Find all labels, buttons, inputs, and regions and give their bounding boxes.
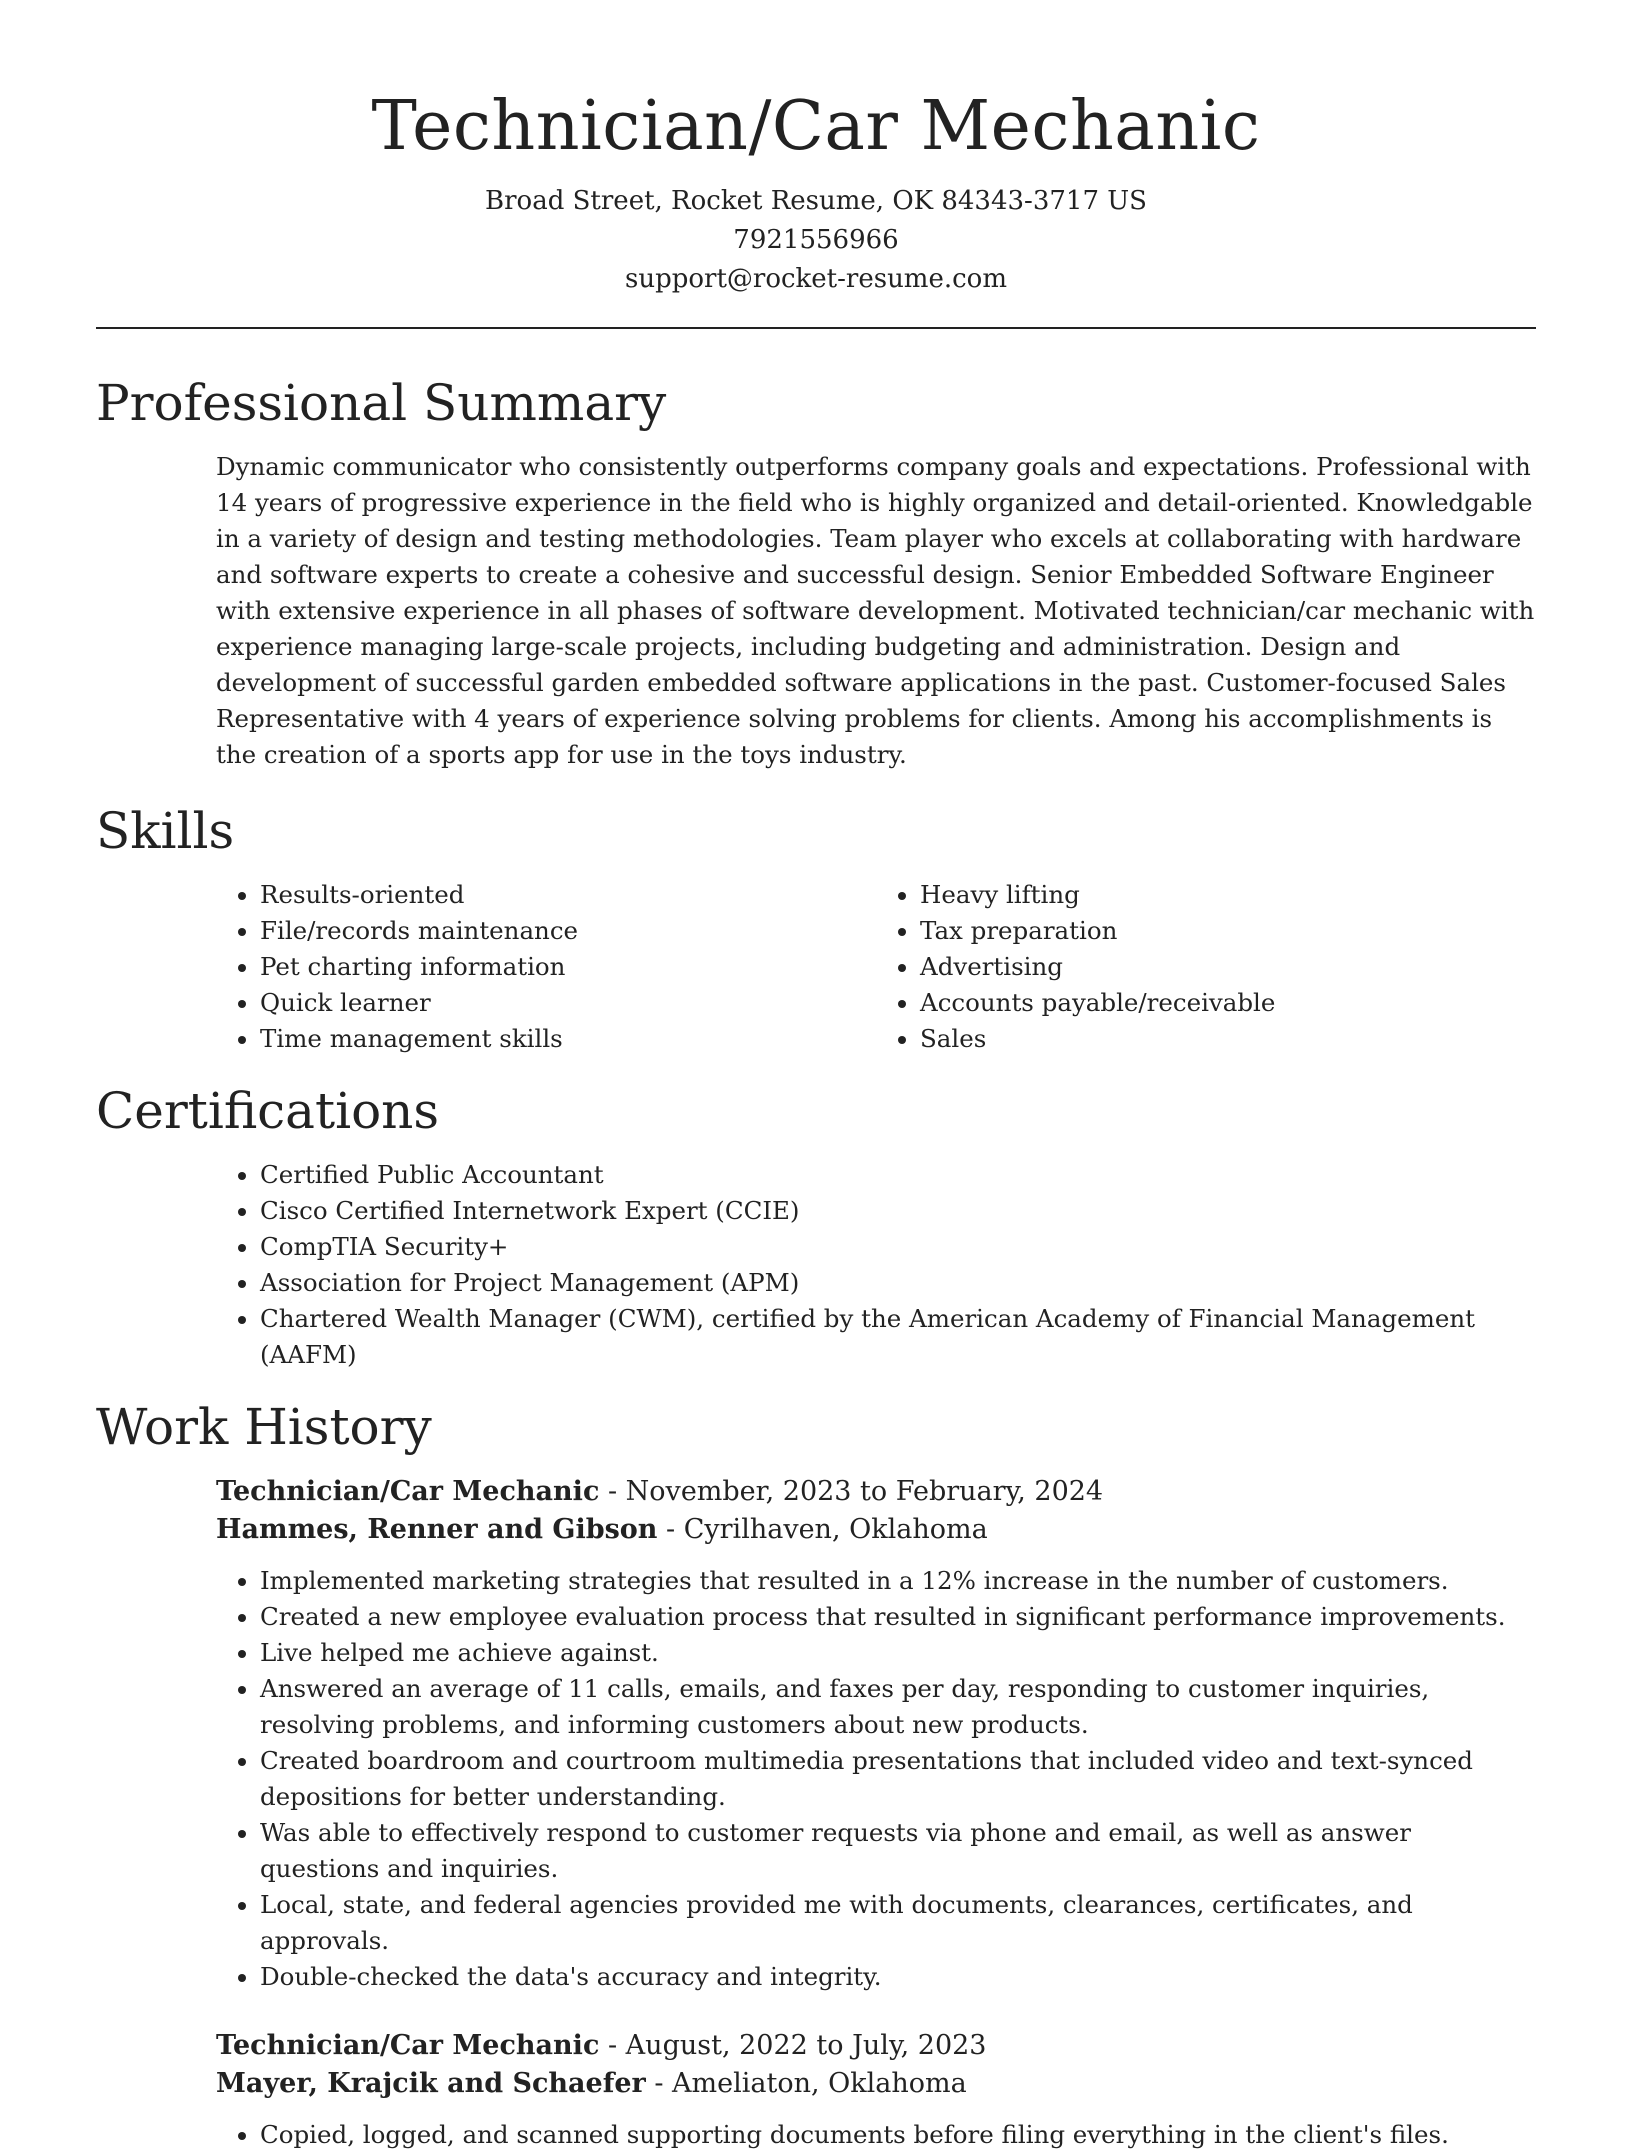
job-duty-item: • Created boardroom and courtroom multimedia presentations that included video and text-synced depositions for better understanding. bbox=[260, 1743, 1536, 1815]
skill-item: • Sales bbox=[920, 1021, 1536, 1057]
job-duties-list bbox=[216, 1563, 1536, 1995]
skills-section bbox=[96, 799, 1536, 1057]
job-company-line bbox=[216, 1511, 1536, 1549]
job-duty-item: • Created a new employee evaluation process that resulted in significant performance improvements. bbox=[260, 1599, 1536, 1635]
skill-item: • Heavy lifting bbox=[920, 877, 1536, 913]
job-title-line bbox=[216, 1473, 1536, 1511]
skills-list-left bbox=[216, 877, 876, 1057]
section-title-skills: Skills bbox=[96, 802, 235, 860]
job-company-line bbox=[216, 2065, 1536, 2103]
work-history-section bbox=[96, 1395, 1536, 2153]
skill-item: • Tax preparation bbox=[920, 913, 1536, 949]
job-entry bbox=[216, 1473, 1536, 1995]
skill-item: • Pet charting information bbox=[260, 949, 876, 985]
certifications-section bbox=[96, 1079, 1536, 1373]
job-entry bbox=[216, 2027, 1536, 2153]
certification-item: • Association for Project Management (APM) bbox=[260, 1265, 1536, 1301]
job-duty-item: • Local, state, and federal agencies provided me with documents, clearances, certificates, and approvals. bbox=[260, 1887, 1536, 1959]
certification-item: • CompTIA Security+ bbox=[260, 1229, 1536, 1265]
certifications-list bbox=[216, 1157, 1536, 1373]
job-duty-item: • Double-checked the data's accuracy and integrity. bbox=[260, 1959, 1536, 1995]
skill-item: • Advertising bbox=[920, 949, 1536, 985]
skill-item: • Results-oriented bbox=[260, 877, 876, 913]
job-duty-item: • Live helped me achieve against. bbox=[260, 1635, 1536, 1671]
section-title-certifications: Certifications bbox=[96, 1082, 440, 1140]
job-company: Hammes, Renner and Gibson bbox=[216, 1514, 658, 1545]
job-location: - Cyrilhaven, Oklahoma bbox=[657, 1514, 988, 1545]
section-title-work-history: Work History bbox=[96, 1398, 432, 1456]
summary-text: Dynamic communicator who consistently outperforms company goals and expectations. Professional with 14 years of progressive experience in the field who is highly organized and detail-oriented. Knowledgable in a variety of design and testing methodologies. Team player who excels at collaborating with hardware and software experts to create a cohesive and successful design. Senior Embedded Software Engineer with extensive experience in all phases of software development. Motivated technician/car mechanic with experience managing large-scale projects, including budgeting and administration. Design and development of successful garden embedded software applications in the past. Customer-focused Sales Representative with 4 years of experience solving problems for clients. Among his accomplishments is the creation of a sports app for use in the toys industry. bbox=[216, 452, 1535, 769]
contact-address: Broad Street, Rocket Resume, OK 84343-3717 US bbox=[485, 186, 1147, 216]
job-dates: - November, 2023 to February, 2024 bbox=[599, 1476, 1104, 1507]
job-role: Technician/Car Mechanic bbox=[216, 1476, 600, 1507]
skill-item: • Accounts payable/receivable bbox=[920, 985, 1536, 1021]
job-duty-item: • Answered an average of 11 calls, emails, and faxes per day, responding to customer inquiries, resolving problems, and informing customers about new products. bbox=[260, 1671, 1536, 1743]
job-role: Technician/Car Mechanic bbox=[216, 2030, 600, 2061]
certification-item: • Certified Public Accountant bbox=[260, 1157, 1536, 1193]
resume-name: Technician/Car Mechanic bbox=[371, 87, 1261, 166]
job-duties-list bbox=[216, 2117, 1536, 2153]
skill-item: • Quick learner bbox=[260, 985, 876, 1021]
skills-grid bbox=[216, 877, 1536, 1057]
skill-item: • File/records maintenance bbox=[260, 913, 876, 949]
job-title-line bbox=[216, 2027, 1536, 2065]
job-duty-item: • Implemented marketing strategies that resulted in a 12% increase in the number of customers. bbox=[260, 1563, 1536, 1599]
summary-section bbox=[96, 371, 1536, 773]
job-location: - Ameliaton, Oklahoma bbox=[645, 2068, 967, 2099]
header-divider bbox=[96, 327, 1536, 329]
resume-page bbox=[96, 0, 1536, 2153]
skill-item: • Time management skills bbox=[260, 1021, 876, 1057]
skills-list-right bbox=[876, 877, 1536, 1057]
contact-block bbox=[96, 182, 1536, 299]
contact-phone: 7921556966 bbox=[733, 225, 899, 255]
certification-item: • Cisco Certified Internetwork Expert (CCIE) bbox=[260, 1193, 1536, 1229]
job-duty-item: • Was able to effectively respond to customer requests via phone and email, as well as answer questions and inquiries. bbox=[260, 1815, 1536, 1887]
job-duty-item: • Copied, logged, and scanned supporting documents before filing everything in the client's files. bbox=[260, 2117, 1536, 2153]
certification-item: • Chartered Wealth Manager (CWM), certified by the American Academy of Financial Management (AAFM) bbox=[260, 1301, 1536, 1373]
job-dates: - August, 2022 to July, 2023 bbox=[599, 2030, 987, 2061]
contact-email: support@rocket-resume.com bbox=[624, 264, 1007, 294]
section-title-summary: Professional Summary bbox=[96, 374, 667, 432]
job-company: Mayer, Krajcik and Schaefer bbox=[216, 2068, 646, 2099]
